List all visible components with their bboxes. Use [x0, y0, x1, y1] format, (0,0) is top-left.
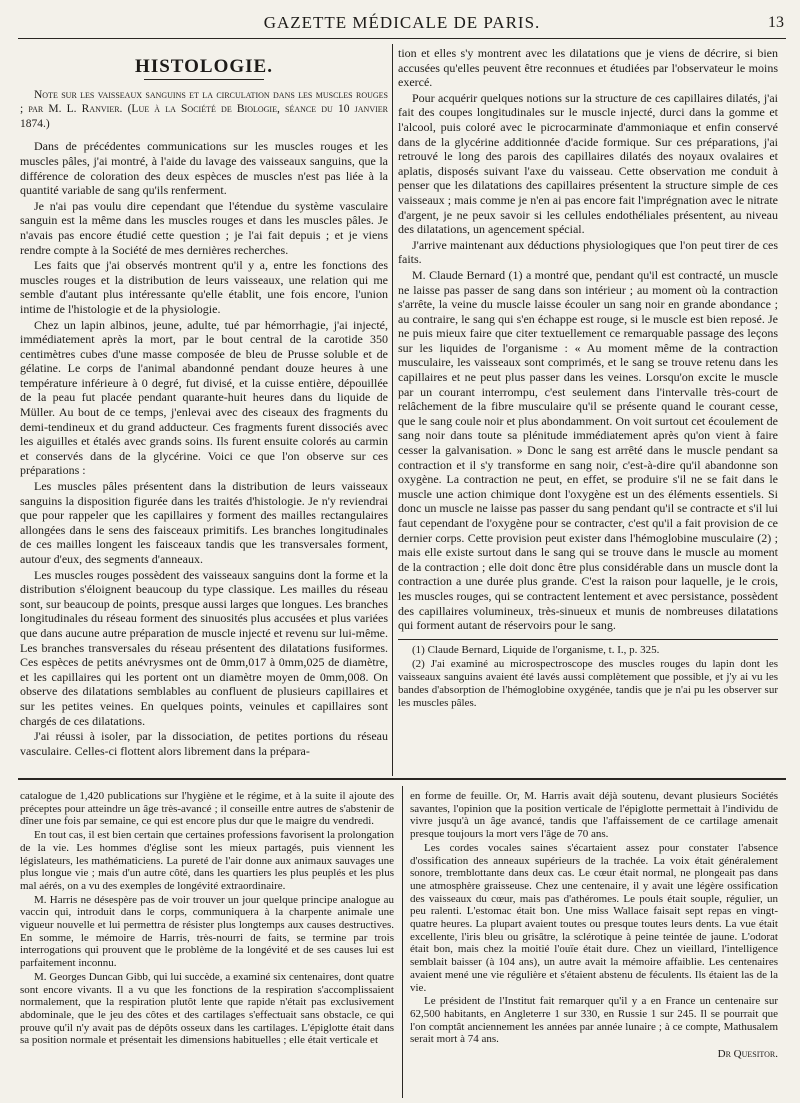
paragraph: Le président de l'Institut fait remarquer qu'il y a en France un centenaire sur 62,500 habitants, en Angleterre 1 sur 330, en Russie 1 sur 245. Il se pourrait que l'on comptât anciennement les années par année lunaire ; à ce compte, Mathusalem serait mort à 74 ans.	[410, 995, 778, 1046]
section-rule	[144, 79, 264, 80]
column-divider-bottom	[402, 786, 403, 1098]
paragraph: Dans de précédentes communications sur les muscles rouges et les muscles pâles, j'ai montré, à l'aide du lavage des vaisseaux sanguins, que la différence de coloration des deux espèces de muscles n'est pas liée à la quantité variable de sang qu'ils renferment.	[20, 139, 388, 198]
paragraph: M. Georges Duncan Gibb, qui lui succède, a examiné six centenaires, dont quatre sont encore vivants. Il a vu que les fonctions de la respiration s'accomplissaient normalement, que la respiration plutôt lente que rapide n'était pas exclusivement abdominale, que le jeu des côtes et des cartilages s'effectuait sans obstacle, ce qui prouve qu'il n'y avait pas de dépôts osseux dans les cartilages. L'épiglotte était dans sa position normale et présentait les dimensions habituelles ; elle était verticale et	[20, 970, 394, 1047]
footnote: (2) J'ai examiné au microspectroscope des muscles rouges du lapin dont les vaisseaux sanguins avaient été lavés aussi complètement que possible, et j'y ai vu les bandes d'absorption de l'hémoglobine oxygénée, tandis que je n'ai pu les observer sur les muscles pâles.	[398, 657, 778, 709]
paragraph: Je n'ai pas voulu dire cependant que l'étendue du système vasculaire sanguin est la même dans les muscles rouges et dans les muscles pâles. Je n'avais pas encore étudié cette question ; je l'ai fait depuis ; et je viens rendre compte à la Société de mes dernières recherches.	[20, 198, 388, 257]
paragraph: En tout cas, il est bien certain que certaines professions favorisent la prolongation de la vie. Les hommes d'église sont les mieux partagés, puis viennent les législateurs, les mathématiciens. La pureté de l'air donne aux animaux sauvages une plus longue vie ; mais d'un autre côté, dans les quartiers les plus peuplés et les plus mal aérés, on a vu des exemples de longévité extraordinaire.	[20, 829, 394, 892]
section-divider	[18, 778, 786, 780]
paragraph: Pour acquérir quelques notions sur la structure de ces capillaires dilatés, j'ai fait des coupes longitudinales sur le muscle injecté, durci dans la gomme et l'alcool, puis coloré avec le picrocarminate d'ammoniaque et enfin conservé dans de la glycérine additionnée d'acide formique. Sur ces préparations, j'ai retrouvé le long des parois des capillaires dilatés des noyaux ovalaires et aplatis, disposés suivant l'axe du vaisseau. Cette observation me conduit à penser que les dilatations des capillaires présentent la structure simple de ces vaisseaux ; mais comme je n'en ai pas encore fait l'imprégnation avec le nitrate d'argent, je ne peux savoir si les cellules endothéliales présentent, au niveau des dilatations, un agencement spécial.	[398, 90, 778, 237]
paragraph: Les cordes vocales saines s'écartaient assez pour constater l'absence d'ossification des anneaux supérieurs de la trachée. La voix était généralement sonore, tremblottante dans deux cas. Le cœur était normal, ne plongeait pas dans une atmosphère graisseuse. Chez une centenaire, il y avait une légère ossification des vaisseaux du cœur, mais pas d'athéromes. Le pouls était souple, régulier, un peu ralenti. L'estomac était bon. Une miss Wallace faisait sept repas en vingt-quatre heures. La plupart avaient toutes ou presque toutes leurs dents. La vue était excellente, l'iris bleu ou grisâtre, la sclérotique à peine teintée de jaune. L'odorat était bon, mais chez la moitié l'ouïe était dure. Chez un vieillard, l'intelligence semblait baisser (à 104 ans), un autre avait la mémoire affaiblie. Les centenaires avaient mené une vie régulière et s'étaient abstenu de féculents. Ils étaient las de la vie.	[410, 841, 778, 994]
section-title: HISTOLOGIE.	[135, 56, 273, 77]
author-signature: Dr Quesitor.	[717, 1048, 778, 1061]
footnotes	[398, 644, 778, 710]
footnote-separator	[398, 639, 778, 640]
footnote: (1) Claude Bernard, Liquide de l'organisme, t. I., p. 325.	[412, 643, 660, 656]
note-title: Note sur les vaisseaux sanguins et la circulation dans les muscles rouges ; par M. L. Ranvier. (Lue à la Société de Biologie, séance du 10 janvier 1874.)	[20, 88, 388, 130]
page-header	[18, 8, 786, 39]
paragraph: tion et elles s'y montrent avec les dilatations que je viens de décrire, si bien accusées qu'elles peuvent être reconnues et étudiées par l'observateur le moins exercé.	[398, 46, 778, 90]
paragraph: en forme de feuille. Or, M. Harris avait déjà soutenu, devant plusieurs Sociétés savantes, l'opinion que la position verticale de l'épiglotte permettait à l'individu de vivre jusqu'à un âge avancé, tandis que l'affaissement de ce cartilage amenait presque toujours la mort vers l'âge de 70 ans.	[410, 790, 778, 841]
paragraph: Les muscles rouges possèdent des vaisseaux sanguins dont la forme et la distribution s'éloignent beaucoup du type classique. Les mailles du réseau sont, sur beaucoup de points, presque aussi larges que longues. Les branches longitudinales du réseau forment des sinuosités plus accusées et plus variées que dans aucune autre préparation de muscle injecté et revenu sur lui-même. Les branches transversales du réseau présentent des dilatations fusiformes. Ces espèces de petits anévrysmes ont de 0mm,017 à 0mm,025 de diamètre, et les capillaires qui les portent ont un diamètre moyen de 0mm,008. On observe des dilatations semblables au confluent de plusieurs capillaires et sur les petites veines. En quelques points, veinules et capillaires sont chargés de ces dilatations.	[20, 567, 388, 728]
right-column	[398, 46, 778, 772]
bottom-left-column	[20, 790, 394, 1100]
bottom-right-column	[410, 790, 778, 1100]
paragraph: J'ai réussi à isoler, par la dissociation, de petites portions du réseau vasculaire. Celles-ci flottent alors librement dans la prépara-	[20, 729, 388, 758]
paragraph: catalogue de 1,420 publications sur l'hygiène et le régime, et à la suite il ajoute des préceptes pour atteindre un âge très-avancé ; il conseille entre autres de s'abstenir de dîner une fois par semaine, ce qui est encore plus dur que le maigre du vendredi.	[20, 790, 394, 828]
page-number: 13	[768, 14, 784, 31]
journal-title: GAZETTE MÉDICALE DE PARIS.	[263, 13, 541, 32]
left-column	[20, 46, 388, 772]
paragraph: M. Harris ne désespère pas de voir trouver un jour quelque principe analogue au vaccin qui, introduit dans le corps, communiquera à la charpente animale une vigueur nouvelle et lui permettra de résister plus longtemps aux causes destructives. En somme, le mémoire de Harris, très-nourri de faits, se termine par trois interrogations qui prouvent que le problème de la longévité et de ses causes lui est parfaitement inconnu.	[20, 893, 394, 970]
paragraph: Chez un lapin albinos, jeune, adulte, tué par hémorrhagie, j'ai injecté, immédiatement après la mort, par le bout central de la carotide 350 centimètres cubes d'une masse composée de bleu de Prusse soluble et de gélatine. Le corps de l'animal abandonné pendant douze heures à une température inférieure à 0 degré, fut divisé, et la cuisse entière, dépouillée de la peau fut placée pendant quarante-huit heures dans du liquide de Müller. Au bout de ce temps, j'enlevai avec des ciseaux des fragments du demi-tendineux et du grand adducteur. Ces fragments furent dissociés avec les aiguilles et étalés avec grands soins. Ils furent ensuite colorés au carmin et conservés dans de la glycérine. Voici ce que l'on observe sur ces préparations :	[20, 317, 388, 478]
paragraph: J'arrive maintenant aux déductions physiologiques que l'on peut tirer de ces faits.	[398, 237, 778, 267]
paragraph: Les faits que j'ai observés montrent qu'il y a, entre les fonctions des muscles rouges et la distribution de leurs vaisseaux, une relation qui me semble d'autant plus intéressante qu'elle établit, une fois encore, l'union intime de l'histologie et de la physiologie.	[20, 258, 388, 316]
paragraph: Les muscles pâles présentent dans la distribution de leurs vaisseaux sanguins la disposition figurée dans les traités d'histologie. Je n'y reviendrai que pour rappeler que les capillaires y forment des mailles rectangulaires allongées dans le sens des faisceaux primitifs. Les branches longitudinales de ces mailles longent les faisceaux tandis que les transversales forment, autour d'eux, des segments d'anneaux.	[20, 479, 388, 566]
column-divider	[392, 44, 393, 776]
paragraph: M. Claude Bernard (1) a montré que, pendant qu'il est contracté, un muscle ne laisse pas passer de sang dans son intérieur ; au moment où la contraction s'arrête, la veine du muscle laisse écouler un sang noir en grande abondance ; au contraire, le sang qui s'en échappe est rouge, si le muscle est bien reposé. Je ne puis mieux faire que citer textuellement ce remarquable passage des leçons sur les liquides de l'organisme : « Au moment même de la contraction musculaire, les vaisseaux sont comprimés, et le sang se trouve retenu dans les capillaires et ne peut plus passer dans les veines. Lorsqu'on excite le muscle par un courant interrompu, c'est seulement dans l'intervalle très-court de relâchement de la fibre musculaire qu'il se présente quand le courant cesse, que le sang coule noir et plus abondamment. On voit surtout cet écoulement de sang noir dans toute sa plénitude immédiatement après qu'on vient à faire cesser la galvanisation. » Donc le sang est arrêté dans le muscle pendant sa contraction et il s'y transforme en sang noir, c'est-à-dire qu'il abandonne son oxygène. La contraction ne peut, en effet, se produire s'il ne se fait dans le muscle une action chimique dont l'oxygène est un des éléments essentiels. Si donc un muscle ne laisse pas passer du sang pendant qu'il se contracte et s'il lui faut cependant de l'oxygène pour se contracter, c'est qu'il a fait provision de ce dernier corps. Cette provision peut exister dans l'hémoglobine musculaire (2) ; mais elle existe surtout dans le sang qui se trouve dans le muscle au moment de la contraction ; elle doit donc être plus considérable dans un muscle dont la contraction a une durée plus grande. C'est la raison pour laquelle, je le crois, les muscles rouges, qui se contractent lentement et avec persistance, possèdent des capillaires volumineux, très-sinueux et munis de nombreuses dilatations qui forment autant de réservoirs pour le sang.	[398, 267, 778, 633]
